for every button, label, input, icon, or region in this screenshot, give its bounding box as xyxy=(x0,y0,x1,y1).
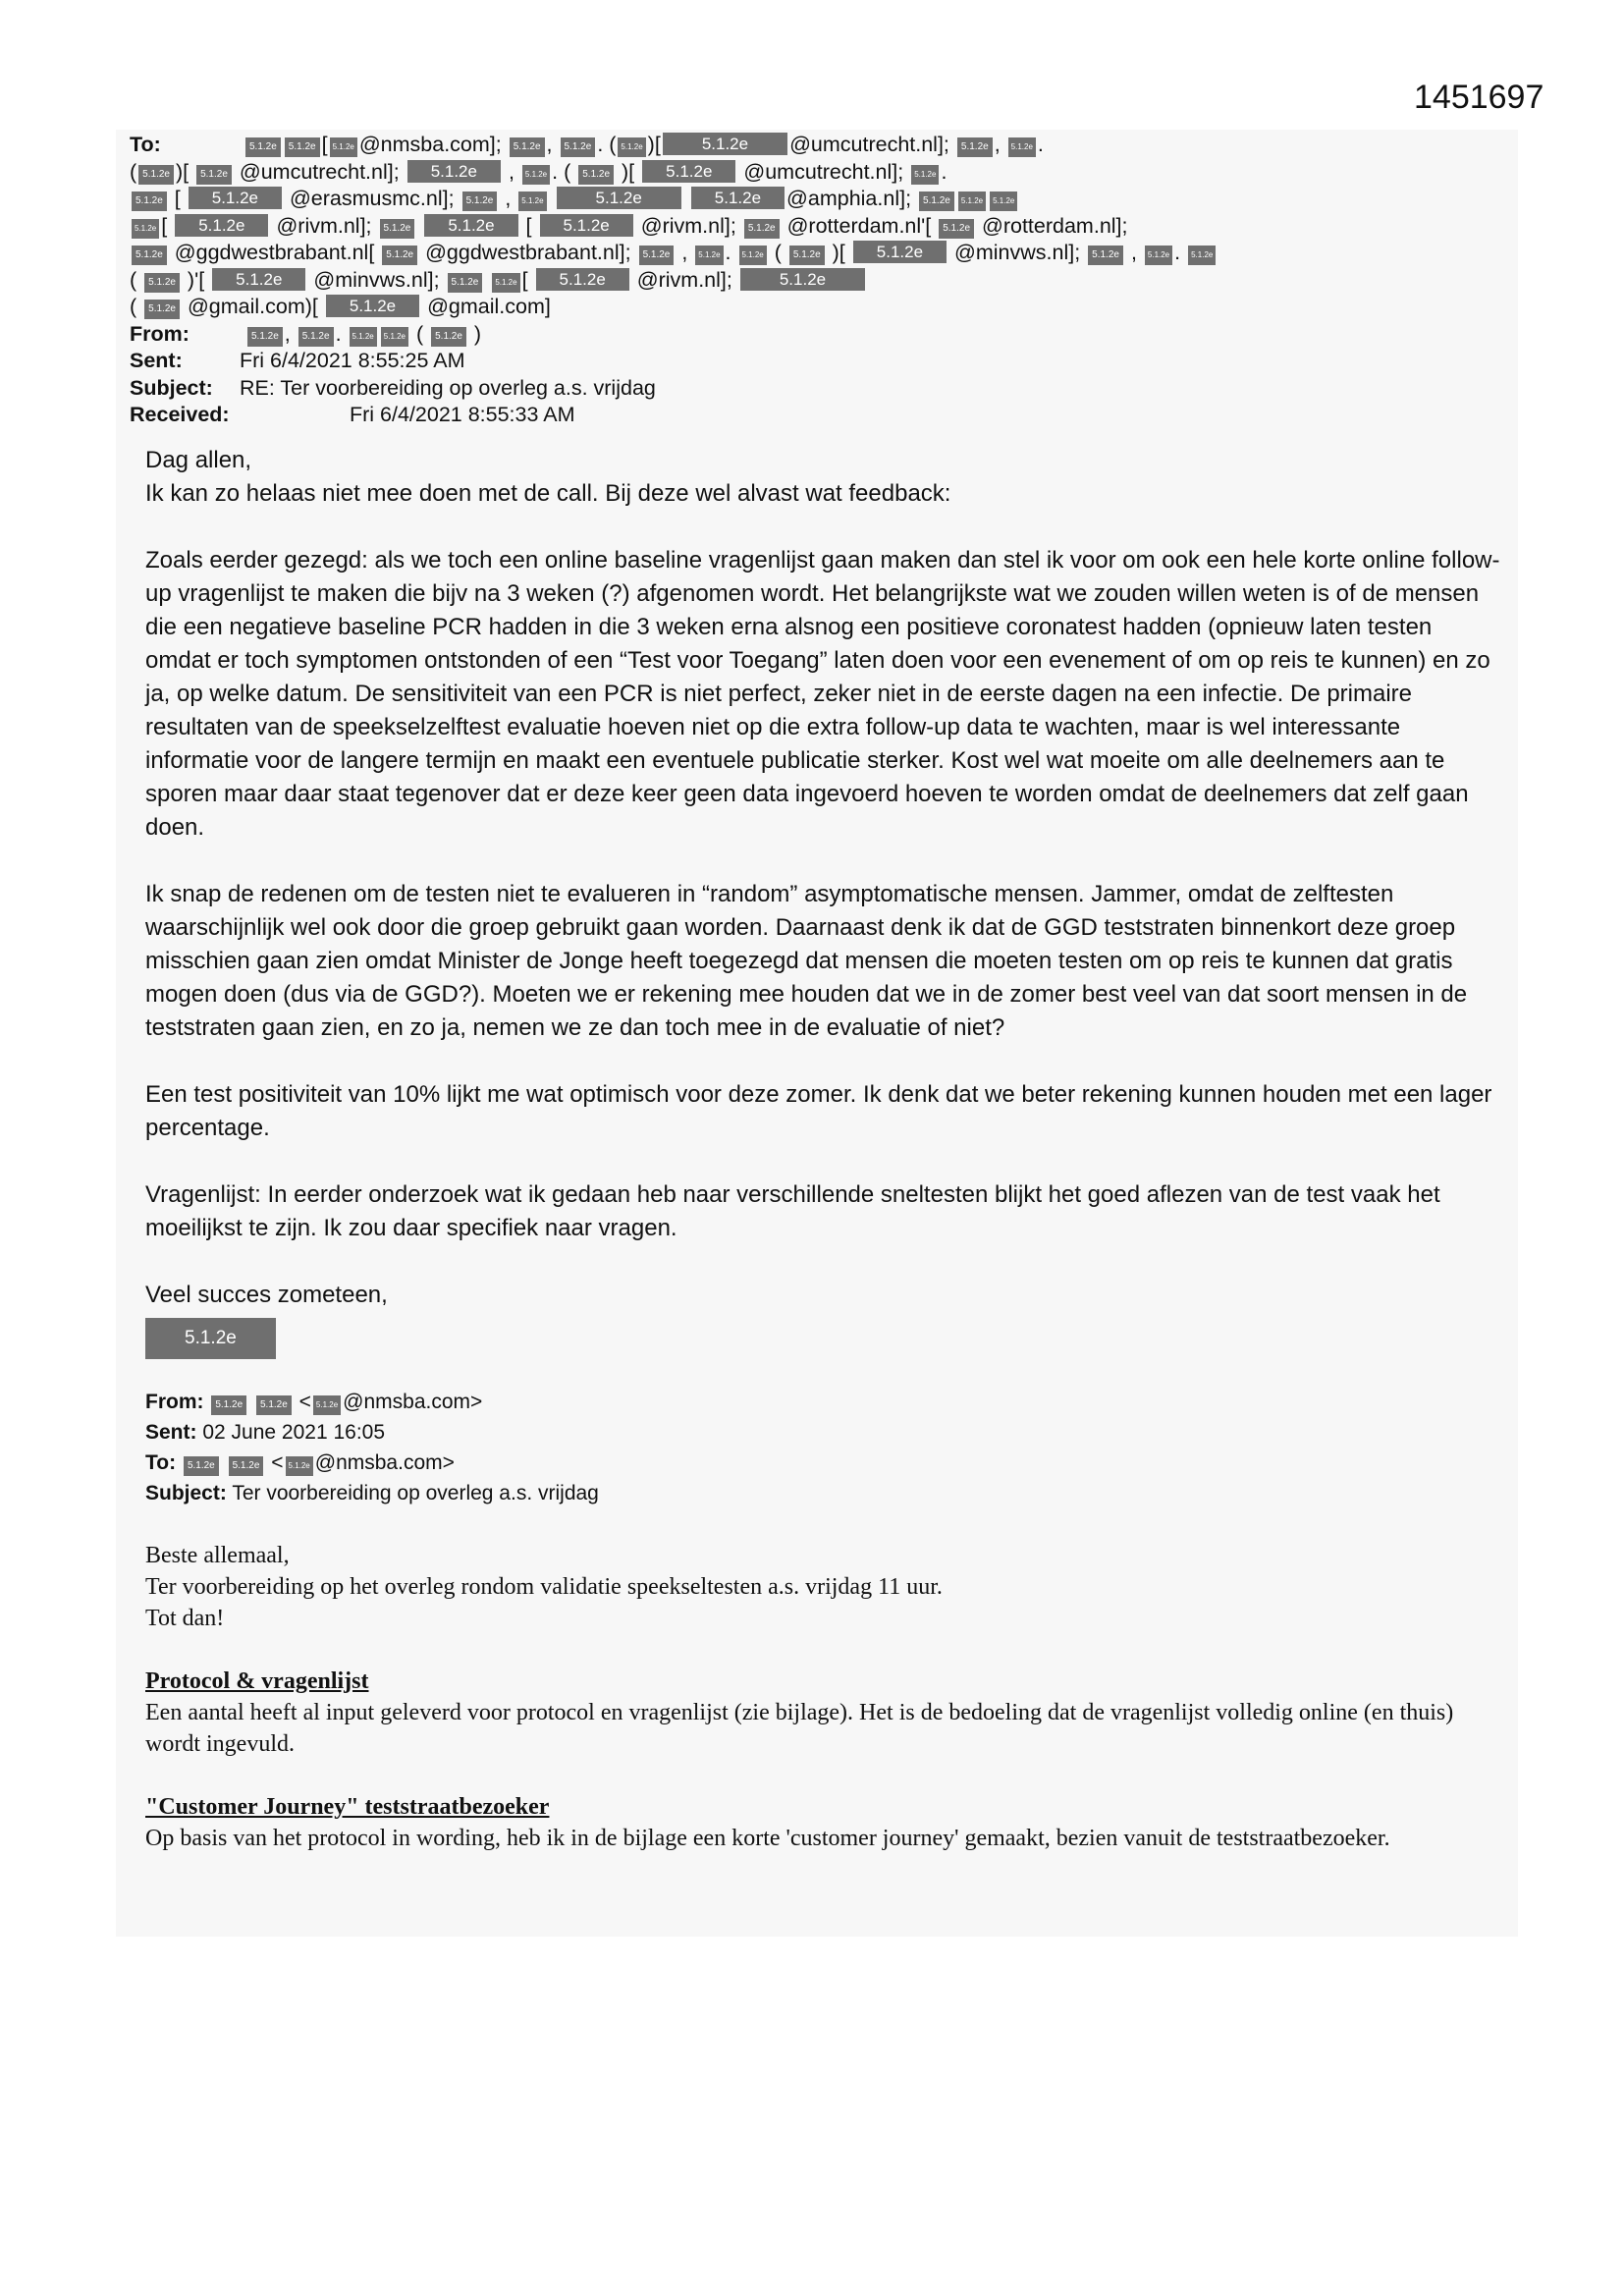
redaction-box: 5.1.2e xyxy=(285,137,320,157)
received-value: Fri 6/4/2021 8:55:33 AM xyxy=(350,403,575,426)
redaction-box: 5.1.2e xyxy=(247,327,283,347)
redaction-box: 5.1.2e xyxy=(663,133,787,155)
sent-line xyxy=(130,348,1485,375)
paragraph-followup: Zoals eerder gezegd: als we toch een online baseline vragenlijst gaan maken dan stel ik voor om ook een hele korte online follow-up vragenlijst te maken die bijv na 3 weken (?) afgenomen wordt. Het belangrijkste wat we zouden willen weten is of de mensen die een negatieve baseline PCR hadden in die 3 weken erna alsnog een positieve coronatest hadden (opnieuw laten testen omdat er toch symptomen ontstonden of een “Test voor Toegang” laten doen voor een evenement of om op reis te kunnen) en zo ja, op welke datum. De sensitiviteit van een PCR is niet perfect, zeker niet in de eerste dagen na een infectie. De primaire resultaten van de speekselzelftest evaluatie hoeven niet op die extra follow-up data te wachten, maar is wel interessante informatie voor de langere termijn en maakt een eventuele publicatie sterker. Kost wel wat moeite om alle deelnemers aan te sporen maar daar staat tegenover dat er deze keer geen data ingevoerd hoeven te worden omdat de deelnemers dat zelf gaan doen. xyxy=(145,547,1500,841)
redaction-box: 5.1.2e xyxy=(144,300,180,319)
redaction-box: 5.1.2e xyxy=(184,1456,219,1476)
sent-value: Fri 6/4/2021 8:55:25 AM xyxy=(240,349,465,372)
from-line: From: 5.1.2e , 5.1.2e . 5.1.2e 5.1.2e ( 5.1.2e ) xyxy=(130,321,1485,349)
subject-line xyxy=(130,375,1485,403)
redaction-box: 5.1.2e xyxy=(326,295,419,317)
signature-redaction: 5.1.2e xyxy=(145,1318,276,1359)
redaction-box: 5.1.2e xyxy=(196,165,232,185)
forwarded-header xyxy=(145,1387,1500,1508)
redaction-box: 5.1.2e xyxy=(939,219,974,239)
redaction-box: 5.1.2e xyxy=(286,1456,313,1476)
to-email: @erasmusmc.nl]; xyxy=(289,187,455,210)
redaction-box: 5.1.2e xyxy=(957,137,993,157)
to-email: @minvws.nl]; xyxy=(313,267,440,292)
email-header xyxy=(130,132,1485,429)
redaction-box: 5.1.2e xyxy=(642,160,735,183)
fw-to-email: @nmsba.com> xyxy=(314,1451,455,1474)
to-line-7: ( 5.1.2e @gmail.com)[ 5.1.2e @gmail.com] xyxy=(130,295,551,318)
redaction-box: 5.1.2e xyxy=(536,268,629,291)
redaction-box: 5.1.2e xyxy=(518,191,546,211)
fw-to-line: To: 5.1.2e 5.1.2e < 5.1.2e @nmsba.com> xyxy=(145,1451,455,1474)
redaction-box: 5.1.2e xyxy=(958,191,986,211)
redaction-box: 5.1.2e xyxy=(510,137,545,157)
fw-sent-label: Sent: xyxy=(145,1421,197,1444)
fw-subject-value: Ter voorbereiding op overleg a.s. vrijdag xyxy=(232,1482,599,1504)
to-line-1: To: 5.1.2e 5.1.2e [ 5.1.2e @nmsba.com]; 5.1.2e , 5.1.2e . ( 5.1.2e )[ 5.1.2e @umcutrecht.nl]; 5.1.2e , 5.1.2e . xyxy=(130,132,1485,159)
section-journey-text: Op basis van het protocol in wording, heb ik in de bijlage een korte 'customer journey' gemaakt, bezien vanuit de teststraatbezoeker. xyxy=(145,1826,1390,1851)
to-line-2: ( 5.1.2e )[ 5.1.2e @umcutrecht.nl]; 5.1.2e , 5.1.2e . ( 5.1.2e )[ 5.1.2e @umcutrecht.nl]; 5.1.2e . xyxy=(130,159,947,184)
redaction-box: 5.1.2e xyxy=(540,214,633,237)
redaction-box: 5.1.2e xyxy=(789,246,825,265)
redaction-box: 5.1.2e xyxy=(381,327,408,347)
section-protocol-title: Protocol & vragenlijst xyxy=(145,1668,369,1694)
fw-from-label: From: xyxy=(145,1391,204,1413)
redaction-box: 5.1.2e xyxy=(522,165,550,185)
received-label: Received: xyxy=(130,403,230,426)
to-line-4: 5.1.2e [ 5.1.2e @rivm.nl]; 5.1.2e 5.1.2e [ 5.1.2e @rivm.nl]; 5.1.2e @rotterdam.nl'[ 5.1.2e @rotterdam.nl]; xyxy=(130,213,1485,241)
redaction-box: 5.1.2e xyxy=(211,1395,246,1415)
redaction-box: 5.1.2e xyxy=(350,327,377,347)
redaction-box: 5.1.2e xyxy=(919,191,954,211)
orig-line-2: Tot dan! xyxy=(145,1606,225,1631)
redaction-box: 5.1.2e xyxy=(380,219,415,239)
redaction-box: 5.1.2e xyxy=(639,246,675,265)
redaction-box: 5.1.2e xyxy=(990,191,1017,211)
redaction-box: 5.1.2e xyxy=(229,1456,264,1476)
subject-value: RE: Ter voorbereiding op overleg a.s. vrijdag xyxy=(240,375,656,400)
fw-sent-value: 02 June 2021 16:05 xyxy=(202,1421,386,1444)
redaction-box: 5.1.2e xyxy=(739,246,767,265)
orig-greeting: Beste allemaal, xyxy=(145,1543,290,1568)
to-label: To: xyxy=(130,133,161,156)
sent-label: Sent: xyxy=(130,349,183,372)
to-email: @rivm.nl]; xyxy=(640,213,736,238)
email-body xyxy=(145,444,1500,1359)
intro-paragraph: Ik kan zo helaas niet mee doen met de call. Bij deze wel alvast wat feedback: xyxy=(145,480,951,507)
redaction-box: 5.1.2e xyxy=(382,246,417,265)
to-line-3: 5.1.2e [ 5.1.2e @erasmusmc.nl]; 5.1.2e , 5.1.2e 5.1.2e 5.1.2e @amphia.nl]; 5.1.2e 5.1.2e 5.1.2e xyxy=(130,186,1485,213)
paragraph-positivity: Een test positiviteit van 10% lijkt me wat optimisch voor deze zomer. Ik denk dat we beter rekening kunnen houden met een lager percentage. xyxy=(145,1081,1492,1141)
redaction-box: 5.1.2e xyxy=(1145,246,1172,265)
redaction-box: 5.1.2e xyxy=(298,327,334,347)
redaction-box: 5.1.2e xyxy=(695,246,723,265)
redaction-box: 5.1.2e xyxy=(431,327,466,347)
redaction-box: 5.1.2e xyxy=(212,268,305,291)
redaction-box: 5.1.2e xyxy=(245,137,281,157)
redaction-box: 5.1.2e xyxy=(175,214,268,237)
redaction-box: 5.1.2e xyxy=(313,1395,341,1415)
redaction-box: 5.1.2e xyxy=(561,137,596,157)
paragraph-vragenlijst: Vragenlijst: In eerder onderzoek wat ik gedaan heb naar verschillende sneltesten blijkt het goed aflezen van de test vaak het moeilijkst te zijn. Ik zou daar specifiek naar vragen. xyxy=(145,1181,1440,1241)
redaction-box: 5.1.2e xyxy=(691,187,785,209)
to-email: @ggdwestbrabant.nl]; xyxy=(425,241,631,264)
greeting: Dag allen, xyxy=(145,447,252,473)
redaction-box: 5.1.2e xyxy=(138,165,174,185)
redaction-box: 5.1.2e xyxy=(853,241,947,263)
to-email: @minvws.nl]; xyxy=(954,241,1081,264)
fw-from-email: @nmsba.com> xyxy=(343,1391,483,1413)
to-email: @umcutrecht.nl]; xyxy=(789,133,949,156)
redaction-box: 5.1.2e xyxy=(618,137,645,157)
to-line-5: 5.1.2e @ggdwestbrabant.nl[ 5.1.2e @ggdwestbrabant.nl]; 5.1.2e , 5.1.2e . 5.1.2e ( 5.1.2e )[ 5.1.2e @minvws.nl]; 5.1.2e , 5.1.2e . 5.1.2e xyxy=(130,240,1485,267)
to-email: @gmail.com] xyxy=(427,295,551,318)
subject-label: Subject: xyxy=(130,375,213,400)
received-line xyxy=(130,402,1485,429)
document-id: 1451697 xyxy=(1414,79,1544,116)
redaction-box: 5.1.2e xyxy=(132,191,167,211)
to-email: @rivm.nl]; xyxy=(636,267,732,292)
redaction-box: 5.1.2e xyxy=(424,214,517,237)
redaction-box: 5.1.2e xyxy=(744,219,780,239)
redaction-box: 5.1.2e xyxy=(132,246,167,265)
to-email: @ggdwestbrabant.nl[ xyxy=(174,241,375,264)
fw-sent-line xyxy=(145,1417,1500,1448)
to-email: @amphia.nl]; xyxy=(786,187,912,210)
fw-subject-line xyxy=(145,1478,1500,1508)
to-email: @rivm.nl]; xyxy=(276,213,372,238)
redaction-box: 5.1.2e xyxy=(492,273,519,293)
closing: Veel succes zometeen, xyxy=(145,1282,388,1308)
redaction-box: 5.1.2e xyxy=(1008,137,1036,157)
from-label: From: xyxy=(130,321,189,346)
redaction-box: 5.1.2e xyxy=(189,187,282,209)
to-email: @rotterdam.nl]; xyxy=(982,213,1128,238)
paragraph-random: Ik snap de redenen om de testen niet te evalueren in “random” asymptomatische mensen. Jammer, omdat de zelftesten waarschijnlijk wel ook door die groep gebruikt gaan worden. Daarnaast denk ik dat de GGD teststraten binnenkort deze groep misschien gaan zien omdat Minister de Jonge heeft toegezegd dat mensen die moeten testen om op reis te kunnen dat gratis mogen doen (dus via de GGD?). Moeten we er rekening mee houden dat we in de zomer best veel van dat soort mensen in de teststraten gaan zien, en zo ja, nemen we ze dan toch mee in de evaluatie of niet? xyxy=(145,881,1468,1041)
section-journey-title: "Customer Journey" teststraatbezoeker xyxy=(145,1794,550,1820)
to-email: @umcutrecht.nl]; xyxy=(239,159,400,184)
redaction-box: 5.1.2e xyxy=(448,273,483,293)
redaction-box: 5.1.2e xyxy=(557,187,681,209)
fw-from-line: From: 5.1.2e 5.1.2e < 5.1.2e @nmsba.com> xyxy=(145,1391,483,1413)
fw-to-label: To: xyxy=(145,1451,177,1474)
original-message xyxy=(145,1540,1500,1854)
redaction-box: 5.1.2e xyxy=(132,219,159,239)
to-email: @gmail.com)[ xyxy=(187,295,318,318)
redaction-box: 5.1.2e xyxy=(578,165,614,185)
redaction-box: 5.1.2e xyxy=(740,268,865,291)
redaction-box: 5.1.2e xyxy=(911,165,939,185)
redaction-box: 5.1.2e xyxy=(144,273,180,293)
to-email: @umcutrecht.nl]; xyxy=(743,159,904,184)
to-email: @nmsba.com]; xyxy=(358,133,502,156)
redaction-box: 5.1.2e xyxy=(407,160,501,183)
fw-subject-label: Subject: xyxy=(145,1482,227,1504)
section-protocol-text: Een aantal heeft al input geleverd voor protocol en vragenlijst (zie bijlage). Het is de bedoeling dat de vragenlijst volledig online (en thuis) wordt ingevuld. xyxy=(145,1700,1454,1757)
orig-line-1: Ter voorbereiding op het overleg rondom validatie speekseltesten a.s. vrijdag 11 uur. xyxy=(145,1574,943,1600)
redaction-box: 5.1.2e xyxy=(256,1395,292,1415)
redaction-box: 5.1.2e xyxy=(330,137,357,157)
redaction-box: 5.1.2e xyxy=(462,191,498,211)
to-line-6: ( 5.1.2e )'[ 5.1.2e @minvws.nl]; 5.1.2e 5.1.2e [ 5.1.2e @rivm.nl]; 5.1.2e xyxy=(130,267,1485,295)
redaction-box: 5.1.2e xyxy=(1188,246,1216,265)
redaction-box: 5.1.2e xyxy=(1088,246,1123,265)
to-email: @rotterdam.nl'[ xyxy=(786,213,932,238)
